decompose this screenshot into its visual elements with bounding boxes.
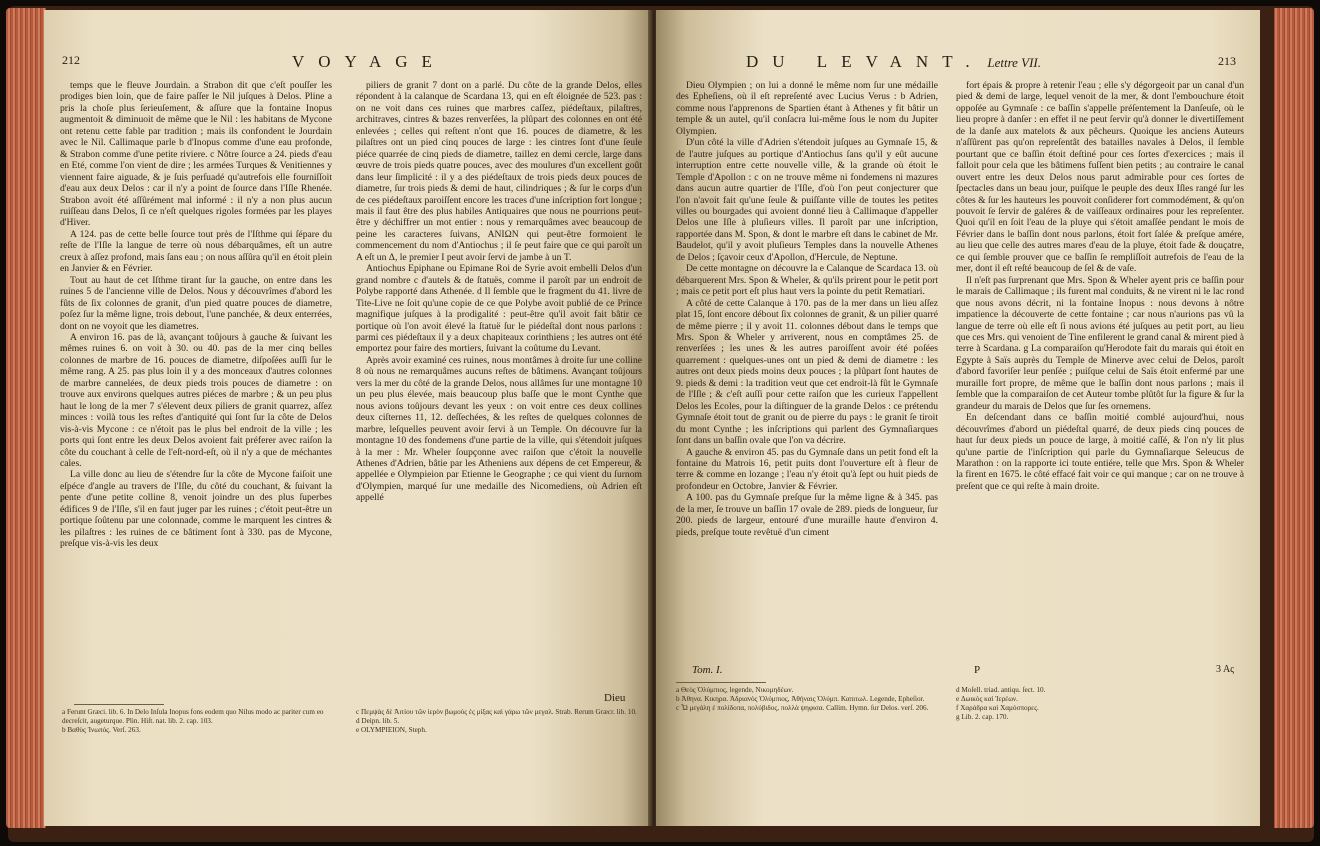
- left-footnotes-b: [356, 708, 642, 768]
- footnote: e Δωικὸς καὶ Ἱερέων.: [956, 695, 1018, 703]
- footnote: c Ὦ μεγάλη ἐ πολίδοπα, πολύβιδος, πολλὰ ψηφισα. Callim. Hymn. ſur Delos. verſ. 206.: [676, 704, 929, 712]
- paragraph: En deſcendant dans ce baſſin moitié comblé aujourd'hui, nous découvrîmes d'abord un piédeſtal quarré, de deux pieds cinq pouces de haut ſur deux pieds un pouce de large, à moitié caſſé, & l'on n'y lit plus qu'une partie de l'inſcription qui parle du Gymnaſiarque Seleucus de Marathon : on la rapporte ici toute entiére, telle que Mrs. Spon & Wheler la firent en 1675. le côté effacé fait voir ce qui manque ; car on ne trouve à preſent que ce qui reſte à main droite.: [956, 412, 1244, 492]
- paragraph: De cette montagne on découvre la e Calanque de Scardaca 13. où débarquerent Mrs. Spon & Wheler, & qu'ils prirent pour le petit port ; mais ce petit port eſt plus haut vers la pointe du petit Rematiari.: [676, 263, 938, 298]
- paragraph: Antiochus Epiphane ou Epimane Roi de Syrie avoit embelli Delos d'un grand nombre c d'autels & de ſtatuës, comme il paroît par un endroit de Polybe rapporté dans Athenée. d Il ſemble que le fragment du 41. livre de Tite-Live ne ſoit qu'une copie de ce que Polybe avoit publié de ce Prince magnifique juſques à la prodigalité : peut-être qu'il avoit fait bâtir ce portique où l'on avoit élevé la ſtatuë ſur le piédeſtal dont nous parlons : parmi ces piédeſtaux il y a deux chapiteaux corinthiens ; les autres ont été emportez pour faire des mortiers, ſuivant la coûtume du Levant.: [356, 263, 642, 355]
- footnote: e OLYMPIEION, Steph.: [356, 726, 427, 734]
- footnote: g Lib. 2. cap. 170.: [956, 713, 1009, 721]
- footnote: c Πεμψὰς δὲ Ἀιτίου τῶν ἱερὸν βωμοὺς ἐς μίξας καὶ γάρω τῶν μεγαλ. Strab. Rerum Græcr. lib. 10.: [356, 708, 637, 716]
- right-running-title: DU LEVANT.: [746, 52, 984, 71]
- footnote: b Βαθὺς Ἰνωπός. Verſ. 263.: [62, 726, 141, 734]
- paragraph: A gauche & environ 45. pas du Gymnaſe dans un petit fond eſt la fontaine du Matrois 16, petit puits dont l'ouverture eſt à fleur de terre & comme en lozange ; l'eau n'y étoit qu'à ſept ou huit pieds de profondeur en Octobre, Janvier & Février.: [676, 446, 938, 492]
- footnote: b Ἀθηνα. Κικηρα. Ἀδριανὸς Ὀλύμπιος, Ἀθήναις Ὀλύμπ. Καπιτωλ. Legende, Epheſior.: [676, 695, 925, 703]
- footnote: a Θεὸς Ὀλύμπιος, legende, Νικομηδέων.: [676, 686, 794, 694]
- volume-label: Tom. I.: [692, 664, 723, 676]
- left-page: [44, 10, 652, 826]
- left-page-number: 212: [62, 53, 80, 67]
- paragraph: piliers de granit 7 dont on a parlé. Du côte de la grande Delos, elles répondent à la calanque de Scardana 13, qui en eſt éloignée de 523. pas : on ne voit dans ces ruines que marbres caſſez, piédeſtaux, pilaſtres, architraves, cintres & bazes renverſées, la plûpart des colonnes en ont été enlevées ; celles qui reſtent n'ont que 16. pouces de diametre, & les pilaſtres ont un pied cinq pouces de large : les cintres ſont d'une ſeule piéce quarrée de cinq pieds de diametre, taillez en demi cercle, large dans œuvre de trois pieds quatre pouces, avec des moulures d'un excellent goût dans leur ſimplicité : il y a des piédeſtaux de trois pieds deux pouces de diametre, ſur trois pieds & demi de haut, cilindriques ; & ſur le corps d'un de ces piédeſtaux paroiſſent encore les traces d'une inſcription fort longue ; mais il faut être des plus habiles Antiquaires que nous ne pourrions peut-être y déchiffrer un mot entier : nous y remarquâmes avec beaucoup de peine les caracteres ſuivans, ANIΩN qui peut-être formoient le commencement du nom d'Antiochus ; il ſe peut faire que ce qui paroît un A eſt un Δ, le premier I peut avoir ſervi de jambe à un Τ.: [356, 80, 642, 263]
- paragraph: A environ 16. pas de là, avançant toûjours à gauche & ſuivant les mêmes ruines 6. on voit à 30. ou 40. pas de la mer cinq belles colonnes de marbre de 16. pouces de diametre, diſpoſées auſſi ſur le même rang. A 25. pas plus loin il y a des monceaux d'autres colonnes de marbre cannelées, de deux pieds trois pouces de diametre : on trouve aux environs quelques autres piéces de marbre ; & un peu plus haut le long de la mer 7 s'élevent deux piliers de granit quarrez, aſſez minces : voilà tous les reſtes d'antiquité qui ſont ſur la côte de Delos vis-à-vis Mycone : ce n'étoit pas le plus bel endroit de la ville ; les ports qui ſont entre les deux Delos avoient fait préferer avec raiſon la côte du couchant à celle de l'eſt-nord-eſt, où il n'y a que de méchantes cales.: [60, 331, 332, 469]
- footnote: f Χαράδρα καὶ Χαμόσπορες.: [956, 704, 1039, 712]
- right-column-2: [956, 80, 1244, 660]
- paragraph: fort épais & propre à retenir l'eau ; elle s'y dégorgeoit par un canal d'un pied & demi de large, lequel venoit de la mer, & dont l'embouchure étoit oppoſée au Gymnaſe : ce baſſin s'appelle préſentement la Danſeuſe, où le lieu propre à danſer : en effet il ne peut ſervir qu'à donner le divertiſſement de la danſe aux matelots & aux pêcheurs. Quoique les anciens Auteurs n'aſſûrent pas qu'on repreſentât des batailles navales à Delos, il ſemble pourtant que ce baſſin étoit deſtiné pour ces ſortes d'exercices ; mais il falloit pour cela que les bâtimens fuſſent bien petits ; au contraire le canal ouvert entre les deux Delos nous parut admirable pour ces ſortes de ſpectacles dans un beau jour, puiſque le peuple des deux Iſles rangé ſur les côtes & ſur les hauteurs les pouvoit conſiderer fort commodément, & qu'on pouvoit ſe ſervir de galéres & de vaiſſeaux ordinaires pour les repreſenter. Quoi qu'il en ſoit l'eau de la pluye qui s'étoit amaſſée pendant le mois de Février dans le baſſin dont nous parlons, étoit fort ſalée & preſque amére, au lieu que celle des autres mares d'eau de la pluye, étoit fade & douçatre, ce qui ſemble prouver que ce baſſin ſe rempliſſoit autrefois de l'eau de la mer, dont il eſt reſté beaucoup de ſel & de vaſe.: [956, 80, 1244, 275]
- paragraph: A 100. pas du Gymnaſe preſque ſur la même ligne & à 345. pas de la mer, ſe trouve un baſſin 17 ovale de 289. pieds de longueur, ſur 200. pieds de largeur, entouré d'une muraille haute d'environ 4. pieds, preſque toute revêtuë d'un ciment: [676, 492, 938, 538]
- paragraph: A côté de cette Calanque à 170. pas de la mer dans un lieu aſſez plat 15, ſont encore débout ſix colonnes de granit, & un pilier quarré de même pierre ; il y avoit 11. colonnes débout dans le temps que Mrs. Spon & Wheler y arriverent, nous en comptâmes 25. de renverſées ; les unes & les autres paroiſſent avoir été poſées quarrement : quelques-unes ont un pied & demi de diametre : les autres ont deux pieds moins deux pouces ; la plûpart ſont hautes de 9. pieds & demi : la tradition veut que cet endroit-là fût le Gymnaſe de l'Iſle ; & c'eſt auſſi pour cette raiſon que les curieux l'appellent Delos les Ecoles, pour la diſtinguer de la grande Delos : ce prétendu Gymnaſe étoit tout de granit ou de pierre du pays : le granit ſe tiroit du mont Cynthe ; les inſcriptions qui parlent des Gymnaſiarques ſont dans un baſſin ovale que l'on va décrire.: [676, 297, 938, 447]
- paragraph: temps que le fleuve Jourdain. a Strabon dit que c'eſt pouſſer les prodiges bien loin, que de faire paſſer le Nil juſques à Delos. Pline a pris la choſe plus ſerieuſement, & aſſure que la fontaine Inopus augmentoit & diminuoit de même que le Nil : les habitans de Mycone ont retenu cette fable par tradition ; mais ils confondent le Jourdain avec le Nil. Callimaque parle b d'Inopus comme d'une eau profonde, & Strabon comme d'une petite riviere. c Nôtre ſource a 24. pieds d'eau en Eté, comme l'on vient de dire ; les armées Turques & Venitiennes y viennent faire aiguade, & je ſuis perſuadé qu'autrefois elle fourniſſoit d'eau aux deux Delos : car il n'y a point de ſource dans l'Iſle Rhenée. Strabon avoit été aſſûrément mal informé : il n'y a non plus aucun ruiſſeau dans Delos, ſi ce n'eſt quelques rigoles formées par les playes d'Hiver.: [60, 80, 332, 229]
- right-footnotes-a: [676, 686, 938, 746]
- page-edge-right: [1274, 8, 1314, 828]
- footnote-rule: [74, 704, 164, 705]
- left-running-head: [62, 52, 642, 69]
- right-column-1: [676, 80, 938, 660]
- paragraph: Après avoir examiné ces ruines, nous montâmes à droite ſur une colline 8 où nous ne remarquâmes aucuns reſtes de bâtimens. Avançant toûjours vers la mer du côté de la grande Delos, nous allâmes ſur une montagne 10 un peu plus élevée, mais beaucoup plus baſſe que le mont Cynthe que nous avions toûjours devant les yeux : on voit entre ces deux collines deux ciſternes 11, 12. deſſechées, & les reſtes de quelques colonnes de marbre, leſquelles peuvent avoir ſervi à un Temple. On découvre ſur la montagne 10 des fondemens d'une partie de la ville, qui s'étendoit juſques à la mer : Mr. Wheler ſoupçonne avec raiſon que c'étoit la nouvelle Athenes d'Adrien, bâtie par les Atheniens aux dépens de cet Empereur, & appellée e Olympieion par Etienne le Geographe ; ce qui vient du ſurnom d'Olympien, marqué ſur une medaille des Nicomediens, où Adrien eſt appellé: [356, 354, 642, 504]
- catchword: Dieu: [604, 692, 626, 704]
- paragraph: Il n'eſt pas ſurprenant que Mrs. Spon & Wheler ayent pris ce baſſin pour le marais de Callimaque ; ils furent mal conduits, & ne virent ni le lac rond que nous avons décrit, ni la fontaine Inopus : nous devons à nôtre impatience la découverte de cette fontaine ; car nous n'aurions pas vû la langue de terre où elle eſt ſi nous avions été juſques au petit port, au lieu que ces Mrs. qui venoient de Tine enfilerent le grand canal & mirent pied à terre à Scardana. g La comparaiſon qu'Herodote fait du marais qui étoit en Egypte à Saïs auprès du Temple de Minerve avec celui de Delos, paroît d'abord favoriſer leur penſée ; puiſque celui de Saïs étoit enfermé par une muraille fort propre, de même que le baſſin dont nous parlons ; mais il ſemble que la comparaiſon de cet Auteur tombe plûtôt ſur la figure & ſur la grandeur du marais de Delos que ſur ſes ornemens.: [956, 274, 1244, 412]
- left-footnotes-a: [62, 708, 334, 768]
- paragraph: D'un côté la ville d'Adrien s'étendoit juſques au Gymnaſe 15, & de l'autre juſques au portique d'Antiochus ſans qu'il y eût aucune interruption entre cette nouvelle ville, & la grande où étoit le Temple d'Apollon : c on ne trouve même ni fondemens ni mazures dans aucun autre quartier de l'Iſle, d'où l'on peut conjecturer que l'on n'avoit fait qu'une ſeule & puiſſante ville de toutes les petites villes ou bourgades qui avoient donné lieu à Callimaque d'appeller Delos une Iſle à pluſieurs villes. Il paroît par une inſcription, rapportée dans M. Spon, & dont le marbre eſt dans le cabinet de Mr. Baudelot, qu'il y avoit pluſieurs Temples dans la nouvelle Athenes de Delos ; ſçavoir ceux d'Apollon, d'Hercule, de Neptune.: [676, 137, 938, 263]
- paragraph: A 124. pas de cette belle ſource tout près de l'Iſthme qui ſépare du reſte de l'Iſle la langue de terre où nous débarquâmes, eſt un autre creux à aſſez profond, mais ſans eau ; on nous aſſûra qu'il en étoit plein en Janvier & en Février.: [60, 228, 332, 275]
- left-column-2: [356, 80, 642, 698]
- catchword: 3 Aς: [1216, 664, 1235, 675]
- footnote: a Ferunt Græci. lib. 6. In Delo Inſula Inopus fons eodem quo Nilus modo ac pariter cum eo decreſcit, augeturque. Plin. Hiſt. nat. lib. 2. cap. 103.: [62, 708, 324, 725]
- paragraph: La ville donc au lieu de s'étendre ſur la côte de Mycone faiſoit une eſpéce d'angle au travers de l'Iſle, du côté du couchant, & ſuivant la pente d'une petite colline 8, venoit joindre un des plus ſuperbes édifices 9 de l'Iſle, s'il en faut juger par les ruines ; c'étoit peut-être un portique ſoûtenu par une colonnade, comme le marquent les cintres & les pilaſtres : les ruines de ce bâtiment ſont à 330. pas de Mycone, preſque vis-à-vis les deux: [60, 469, 332, 550]
- left-running-title: VOYAGE: [292, 52, 446, 71]
- right-page: [656, 10, 1260, 826]
- paragraph: Tout au haut de cet Iſthme tirant ſur la gauche, on entre dans les ruines 5 de l'ancienne ville de Delos. Nous y découvrîmes d'abord les fûts de ſix colonnes de granit, d'un pied quatre pouces de diametre, poſez ſur la même ligne, trois debout, l'une panchée, & deux enterrées, dont on ne voyoit que les diametres.: [60, 274, 332, 332]
- right-page-number: 213: [1218, 54, 1236, 68]
- left-column-1: [60, 80, 332, 698]
- right-running-head: [746, 52, 1246, 72]
- right-footnotes-b: [956, 686, 1244, 746]
- footnote: d Deipn. lib. 5.: [356, 717, 400, 725]
- paragraph: Dieu Olympien ; on lui a donné le même nom ſur une médaille des Epheſiens, où il eſt repreſenté avec Lucius Verus : b Adrien, comme nous l'apprenons de Spartien étant à Athenes y fit bâtir un temple & un autel, qu'il conſacra lui-même ſous le nom du Jupiter Olympien.: [676, 80, 938, 137]
- right-running-sub: Lettre VII.: [987, 55, 1042, 70]
- footnote-rule: [676, 682, 766, 683]
- footnote: d Moſell. triad. antiqu. ſect. 10.: [956, 686, 1046, 694]
- signature-mark: P: [974, 664, 981, 676]
- page-edge-left: [6, 8, 46, 828]
